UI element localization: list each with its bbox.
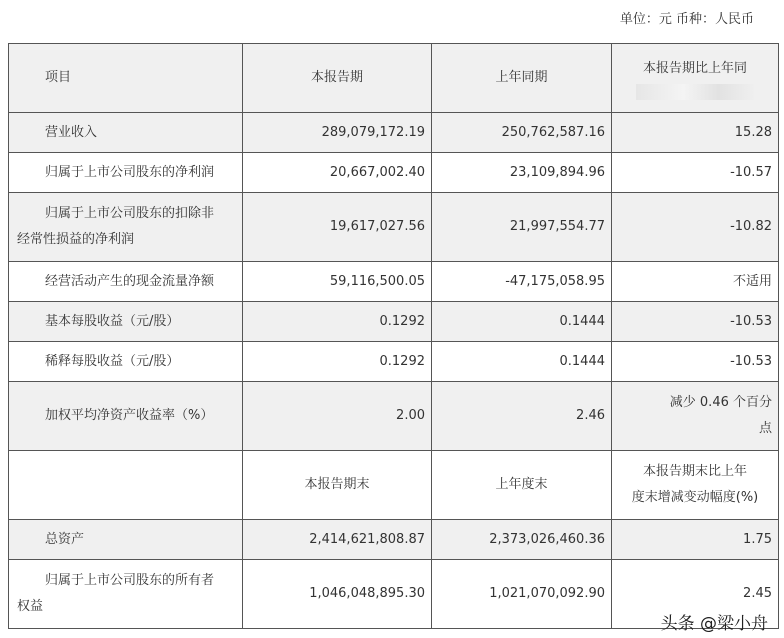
row-prior: -47,175,058.95: [432, 262, 612, 302]
row-prior: 1,021,070,092.90: [432, 560, 612, 629]
table-row: [9, 302, 779, 342]
header-current: 本报告期: [243, 44, 432, 113]
table-subheader-row: [9, 451, 779, 520]
unit-note: 单位：元 币种：人民币: [619, 12, 754, 27]
table-row: [9, 153, 779, 193]
financial-table: [8, 43, 779, 629]
row-current: 20,667,002.40: [243, 153, 432, 193]
row-current: 2,414,621,808.87: [243, 520, 432, 560]
row-current: 2.00: [243, 382, 432, 451]
header-change-line1: 本报告期比上年同: [642, 61, 747, 76]
table-row: [9, 193, 779, 262]
row-prior: 250,762,587.16: [432, 113, 612, 153]
row-current: 19,617,027.56: [243, 193, 432, 262]
row-current: 1,046,048,895.30: [243, 560, 432, 629]
row-change: 15.28: [612, 113, 779, 153]
row-change: -10.53: [612, 302, 779, 342]
row-change-line1: 减少 0.46 个百分: [669, 395, 772, 410]
row-prior: 2.46: [432, 382, 612, 451]
row-label: 基本每股收益（元/股）: [9, 302, 243, 342]
row-label: 总资产: [9, 520, 243, 560]
row-label: [9, 193, 243, 262]
subheader-current: 本报告期末: [243, 451, 432, 520]
row-prior: 2,373,026,460.36: [432, 520, 612, 560]
row-change: 2.45: [612, 560, 779, 629]
row-change: 1.75: [612, 520, 779, 560]
row-change-line2: 点: [758, 421, 772, 436]
table-row: [9, 342, 779, 382]
row-label-line1: 归属于上市公司股东的扣除非: [45, 206, 215, 221]
row-change: -10.53: [612, 342, 779, 382]
subheader-change-line2: 度末增减变动幅度(%): [631, 490, 759, 505]
table-row: [9, 382, 779, 451]
redacted-text: [636, 84, 754, 100]
header-item: 项目: [9, 44, 243, 113]
row-label: 营业收入: [9, 113, 243, 153]
header-prior: 上年同期: [432, 44, 612, 113]
row-label: [9, 560, 243, 629]
subheader-prior: 上年度末: [432, 451, 612, 520]
row-label: 加权平均净资产收益率（%）: [9, 382, 243, 451]
row-current: 0.1292: [243, 302, 432, 342]
row-prior: 0.1444: [432, 302, 612, 342]
row-label-line1: 归属于上市公司股东的所有者: [45, 573, 215, 588]
row-change: 不适用: [612, 262, 779, 302]
header-change: [612, 44, 779, 113]
row-change: -10.57: [612, 153, 779, 193]
subheader-empty: [9, 451, 243, 520]
row-prior: 23,109,894.96: [432, 153, 612, 193]
row-current: 289,079,172.19: [243, 113, 432, 153]
subheader-change-line1: 本报告期末比上年: [642, 464, 747, 479]
row-prior: 0.1444: [432, 342, 612, 382]
row-change: [612, 382, 779, 451]
table-row: [9, 262, 779, 302]
watermark: 头条 @梁小舟: [660, 614, 768, 634]
row-label: 归属于上市公司股东的净利润: [9, 153, 243, 193]
row-current: 0.1292: [243, 342, 432, 382]
row-label: 稀释每股收益（元/股）: [9, 342, 243, 382]
table-header-row: [9, 44, 779, 113]
subheader-change: [612, 451, 779, 520]
table-row: [9, 113, 779, 153]
row-prior: 21,997,554.77: [432, 193, 612, 262]
row-change: -10.82: [612, 193, 779, 262]
row-label-line2: 经常性损益的净利润: [17, 232, 135, 247]
row-label-line2: 权益: [17, 599, 44, 614]
row-label: 经营活动产生的现金流量净额: [9, 262, 243, 302]
row-current: 59,116,500.05: [243, 262, 432, 302]
table-row: [9, 520, 779, 560]
